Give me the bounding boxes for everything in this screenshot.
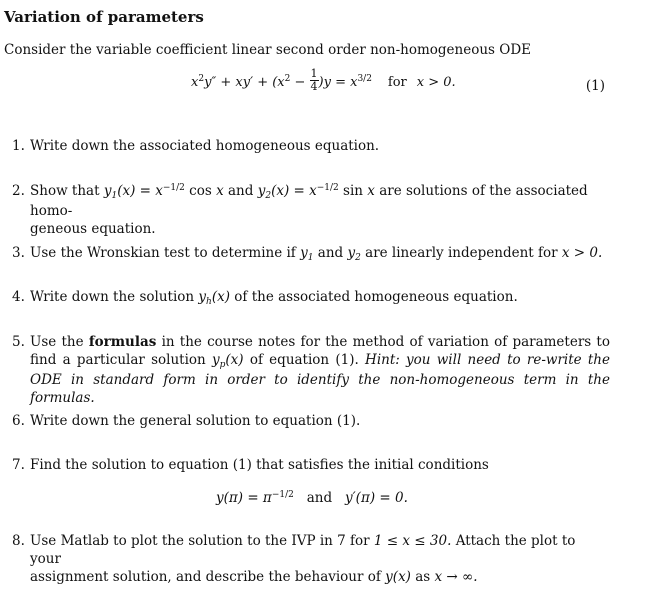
document-page: Variation of parameters Consider the variable coefficient linear second order non-homogeneous ODE $x^2y'' + xy' + (x^2$ − $\frac{1}{4}$ )$y = x^{3/2}$ for x > 0. (1) 1. Write down the associated homogeneous equation. 2. Show that $y_1(x) = x^{-1/2}$ cos x and $y_2(x) = x^{-1/2}$ sin x are solutions of the associated homo- geneous equation. 3. Use the Wronskian test to determine if $y_1$ and $y_2$ are linearly independent for x > 0. 4. Write down the solution $y_h(x)$ of the associated homogeneous equation. 5. Use the formulas in the course notes for the method of variation of parameters to find a particular solution $y_p(x)$ of equation (1). Hint: you will need to re-write the ODE in standard form in order to identify the non-homogeneous term in the formulas. 6. Write down the general solution to equation (1). 7. Find the solution to equation (1) that satisfies the initial conditions $y(\pi) = \pi^{-1/2}$ and y′(π) = 0. 8. Use Matlab to plot the solution to the IVP in 7 for 1 ≤ x ≤ 30. Attach the plot to your assignment solution, and describe the behaviour of y(x) as x → ∞. [0, 0, 661, 602]
item-number: 2. [12, 183, 25, 199]
item-text-part: Write down the solution [30, 289, 195, 305]
item-text: Show that $y_1(x) = x^{-1/2}$ cos x and $y_2(x) = x^{-1/2}$ sin x are solutions of the associated homo- geneous equation. [30, 183, 588, 237]
list-item [12, 244, 610, 264]
item-text-part: a particular solution [62, 352, 206, 368]
item-text-part: Attach the plot to your [30, 533, 576, 567]
item-hint: Hint: you will need to re-write the ODE in standard form in order to identify the non-homogeneous term in the formulas. [30, 352, 610, 406]
item-number: 6. [12, 413, 25, 429]
list-item [12, 137, 610, 155]
item-text: Use the formulas in the course notes for the method of variation of parameters to find a particular solution $y_p(x)$ of equation (1). Hint: you will need to re-write the ODE in standard form in order to identify the non-homogeneous term in the formulas. [30, 334, 610, 406]
item-text-part: of equation (1). [249, 352, 359, 368]
item-text-part: 1 ≤ x ≤ 30. [373, 533, 452, 549]
item-text-bold: formulas [88, 334, 157, 350]
item-text-part: x > 0. [561, 245, 603, 261]
list-item [12, 182, 610, 238]
item-text-part: x → ∞. [434, 569, 478, 585]
item-text-part: are linearly independent for [365, 245, 558, 261]
main-equation [0, 67, 661, 110]
list-item [12, 333, 610, 407]
item-text: Use Matlab to plot the solution to the IVP in 7 for 1 ≤ x ≤ 30. Attach the plot to your assignment solution, and describe the behaviour of y(x) as x → ∞. [30, 533, 576, 585]
item-text: Write down the associated homogeneous equation. [30, 138, 380, 154]
item-text-part: of the associated homogeneous equation. [234, 289, 518, 305]
item-text-part: Show that [30, 183, 100, 199]
initial-conditions-and: and [306, 490, 333, 506]
equation-condition: x > 0. [416, 75, 456, 90]
item-text-part: and [317, 245, 344, 261]
item-number: 8. [12, 533, 25, 549]
item-text: Use the Wronskian test to determine if $y_1$ and $y_2$ are linearly independent for x > 0. [30, 245, 603, 263]
item-text: Find the solution to equation (1) that satisfies the initial conditions [30, 457, 489, 473]
equation-number: (1) [585, 78, 605, 94]
item-number: 1. [12, 138, 25, 154]
list-item [12, 532, 610, 586]
item-text-part: Use Matlab to plot the solution to the IVP in 7 for [30, 533, 370, 549]
item-text-part: in the course notes for the method of variation of parameters to find [30, 334, 610, 368]
item-text-part: Use the Wronskian test to determine if [30, 245, 296, 261]
item-number: 4. [12, 289, 25, 305]
item-text: Write down the solution $y_h(x)$ of the associated homogeneous equation. [30, 289, 518, 307]
item-text-part: as [415, 569, 431, 585]
item-text-part: geneous equation. [30, 221, 156, 237]
intro-paragraph: Consider the variable coefficient linear second order non-homogeneous ODE [4, 42, 532, 58]
page-title: Variation of parameters [4, 8, 204, 26]
list-item [12, 288, 610, 308]
equation-expression: $x^2y'' + xy' + (x^2$ − $\frac{1}{4}$ )$y = x^{3/2}$ for x > 0. [191, 67, 456, 93]
item-number: 5. [12, 334, 25, 350]
item-text-part: assignment solution, and describe the behaviour of [30, 569, 381, 585]
item-text-part: are solutions of the associated homo- [30, 183, 588, 219]
item-number: 3. [12, 245, 25, 261]
list-item [12, 456, 610, 474]
item-text: Write down the general solution to equation (1). [30, 413, 361, 429]
item-text-part: and [228, 183, 254, 199]
list-item [12, 412, 610, 430]
item-number: 7. [12, 457, 25, 473]
item-text-part: Use the [30, 334, 84, 350]
equation-for-label: for [387, 75, 407, 90]
